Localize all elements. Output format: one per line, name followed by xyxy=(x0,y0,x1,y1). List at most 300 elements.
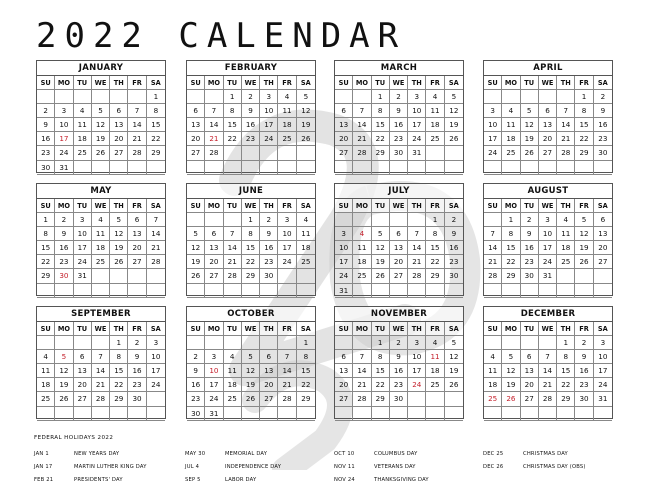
weekday-header: WE xyxy=(242,76,260,90)
weekday-header: WE xyxy=(539,199,557,213)
day-cell: 9 xyxy=(260,227,278,241)
weekday-header: TU xyxy=(521,199,539,213)
weekday-header: TU xyxy=(372,322,390,336)
holiday-day-cell: 21 xyxy=(205,132,223,146)
weekday-header: WE xyxy=(242,199,260,213)
day-cell: 13 xyxy=(187,118,205,132)
holiday-column xyxy=(483,451,586,477)
day-cell: 7 xyxy=(278,350,296,364)
month-may xyxy=(36,183,166,296)
day-cell: 23 xyxy=(37,146,55,160)
weekday-header: SA xyxy=(594,322,612,336)
weekday-header: WE xyxy=(242,322,260,336)
holiday-column xyxy=(334,451,429,490)
weekday-header: FR xyxy=(575,76,593,90)
day-cell: 29 xyxy=(37,269,55,283)
day-cell: 15 xyxy=(37,241,55,255)
day-cell: 8 xyxy=(575,104,593,118)
day-cell: 8 xyxy=(426,227,444,241)
day-cell: 15 xyxy=(297,364,315,378)
month-name: AUGUST xyxy=(484,184,612,199)
day-cell: 12 xyxy=(372,241,390,255)
day-cell: 13 xyxy=(128,227,146,241)
empty-day-cell xyxy=(408,213,426,227)
day-cell: 21 xyxy=(147,241,165,255)
day-cell: 5 xyxy=(242,350,260,364)
day-cell: 18 xyxy=(502,132,520,146)
day-cell: 15 xyxy=(224,118,242,132)
day-cell: 14 xyxy=(92,364,110,378)
empty-day-cell xyxy=(92,407,110,421)
day-cell: 19 xyxy=(110,241,128,255)
empty-day-cell xyxy=(353,336,371,350)
day-cell: 2 xyxy=(594,90,612,104)
day-cell: 18 xyxy=(557,241,575,255)
day-cell: 18 xyxy=(278,118,296,132)
day-cell: 1 xyxy=(502,213,520,227)
month-name: FEBRUARY xyxy=(187,61,315,76)
empty-day-cell xyxy=(521,336,539,350)
day-cell: 23 xyxy=(55,255,73,269)
empty-day-cell xyxy=(445,161,463,175)
day-cell: 23 xyxy=(390,378,408,392)
month-august xyxy=(483,183,613,296)
day-cell: 9 xyxy=(445,227,463,241)
day-cell: 5 xyxy=(445,90,463,104)
day-cell: 1 xyxy=(110,336,128,350)
empty-day-cell xyxy=(205,161,223,175)
empty-day-cell xyxy=(128,407,146,421)
empty-day-cell xyxy=(484,213,502,227)
day-cell: 16 xyxy=(575,364,593,378)
holiday-entry xyxy=(483,464,586,477)
day-cell: 22 xyxy=(147,132,165,146)
day-cell: 2 xyxy=(187,350,205,364)
day-cell: 21 xyxy=(484,255,502,269)
day-cell: 28 xyxy=(353,146,371,160)
empty-day-cell xyxy=(278,407,296,421)
day-cell: 12 xyxy=(242,364,260,378)
holiday-entry xyxy=(34,464,147,477)
day-cell: 19 xyxy=(502,378,520,392)
weekday-header: WE xyxy=(92,76,110,90)
day-cell: 19 xyxy=(92,132,110,146)
empty-day-cell xyxy=(557,90,575,104)
day-cell: 1 xyxy=(426,213,444,227)
weekday-header: MO xyxy=(502,322,520,336)
day-cell: 10 xyxy=(278,227,296,241)
day-cell: 14 xyxy=(224,241,242,255)
weekday-header: SU xyxy=(187,76,205,90)
day-cell: 30 xyxy=(594,146,612,160)
empty-day-cell xyxy=(74,407,92,421)
day-cell: 1 xyxy=(297,336,315,350)
day-cell: 23 xyxy=(445,255,463,269)
day-cell: 20 xyxy=(594,241,612,255)
weekday-header: SU xyxy=(187,199,205,213)
day-cell: 11 xyxy=(92,227,110,241)
day-cell: 26 xyxy=(297,132,315,146)
empty-day-cell xyxy=(335,90,353,104)
day-cell: 27 xyxy=(74,392,92,406)
day-cell: 16 xyxy=(445,241,463,255)
holiday-column xyxy=(34,451,147,490)
empty-day-cell xyxy=(260,407,278,421)
day-cell: 6 xyxy=(521,350,539,364)
day-cell: 26 xyxy=(575,255,593,269)
day-cell: 3 xyxy=(147,336,165,350)
month-march xyxy=(334,60,464,173)
weekday-header: MO xyxy=(502,199,520,213)
day-cell: 10 xyxy=(335,241,353,255)
day-cell: 4 xyxy=(484,350,502,364)
day-cell: 13 xyxy=(74,364,92,378)
holiday-entry xyxy=(483,451,586,464)
day-cell: 3 xyxy=(74,213,92,227)
day-cell: 17 xyxy=(74,241,92,255)
day-cell: 13 xyxy=(110,118,128,132)
weekday-header: SA xyxy=(445,76,463,90)
empty-day-cell xyxy=(147,407,165,421)
day-grid xyxy=(484,199,612,298)
day-cell: 22 xyxy=(557,378,575,392)
day-cell: 3 xyxy=(594,336,612,350)
day-cell: 24 xyxy=(74,255,92,269)
day-cell: 12 xyxy=(445,350,463,364)
month-april xyxy=(483,60,613,173)
day-cell: 24 xyxy=(147,378,165,392)
day-cell: 10 xyxy=(74,227,92,241)
day-cell: 12 xyxy=(445,104,463,118)
empty-day-cell xyxy=(445,284,463,298)
empty-day-cell xyxy=(92,269,110,283)
weekday-header: TH xyxy=(110,76,128,90)
empty-day-cell xyxy=(408,407,426,421)
day-cell: 18 xyxy=(37,378,55,392)
empty-day-cell xyxy=(278,269,296,283)
day-cell: 5 xyxy=(92,104,110,118)
day-cell: 7 xyxy=(539,350,557,364)
day-cell: 18 xyxy=(426,118,444,132)
empty-day-cell xyxy=(37,284,55,298)
holiday-entry xyxy=(185,464,281,477)
day-cell: 25 xyxy=(297,255,315,269)
empty-day-cell xyxy=(187,284,205,298)
day-cell: 2 xyxy=(575,336,593,350)
federal-holidays-heading: FEDERAL HOLIDAYS 2022 xyxy=(34,435,114,441)
holiday-entry xyxy=(334,451,429,464)
empty-day-cell xyxy=(187,90,205,104)
day-cell: 6 xyxy=(187,104,205,118)
day-cell: 23 xyxy=(521,255,539,269)
empty-day-cell xyxy=(335,336,353,350)
empty-day-cell xyxy=(539,407,557,421)
weekday-header: MO xyxy=(55,199,73,213)
empty-day-cell xyxy=(278,336,296,350)
day-cell: 6 xyxy=(205,227,223,241)
day-cell: 29 xyxy=(502,269,520,283)
day-cell: 10 xyxy=(147,350,165,364)
day-cell: 6 xyxy=(74,350,92,364)
day-cell: 28 xyxy=(353,392,371,406)
day-cell: 2 xyxy=(260,213,278,227)
day-cell: 29 xyxy=(575,146,593,160)
day-cell: 27 xyxy=(110,146,128,160)
day-cell: 3 xyxy=(278,213,296,227)
day-cell: 4 xyxy=(426,336,444,350)
day-cell: 29 xyxy=(372,392,390,406)
day-cell: 20 xyxy=(187,132,205,146)
day-cell: 5 xyxy=(110,213,128,227)
day-cell: 16 xyxy=(260,241,278,255)
day-cell: 24 xyxy=(278,255,296,269)
empty-day-cell xyxy=(594,161,612,175)
empty-day-cell xyxy=(92,161,110,175)
month-name: DECEMBER xyxy=(484,307,612,322)
day-cell: 16 xyxy=(594,118,612,132)
weekday-header: TH xyxy=(408,322,426,336)
day-cell: 20 xyxy=(205,255,223,269)
day-cell: 27 xyxy=(521,392,539,406)
day-cell: 18 xyxy=(224,378,242,392)
weekday-header: SA xyxy=(594,199,612,213)
empty-day-cell xyxy=(426,161,444,175)
day-cell: 10 xyxy=(539,227,557,241)
day-cell: 12 xyxy=(55,364,73,378)
weekday-header: SA xyxy=(147,322,165,336)
day-cell: 7 xyxy=(147,213,165,227)
day-cell: 22 xyxy=(372,378,390,392)
empty-day-cell xyxy=(353,161,371,175)
empty-day-cell xyxy=(205,336,223,350)
day-cell: 26 xyxy=(187,269,205,283)
empty-day-cell xyxy=(147,392,165,406)
day-cell: 14 xyxy=(128,118,146,132)
empty-day-cell xyxy=(408,392,426,406)
empty-day-cell xyxy=(484,90,502,104)
empty-day-cell xyxy=(242,336,260,350)
day-cell: 20 xyxy=(110,132,128,146)
holiday-date: SEP 5 xyxy=(185,477,201,483)
day-cell: 11 xyxy=(557,227,575,241)
day-cell: 21 xyxy=(408,255,426,269)
day-cell: 14 xyxy=(147,227,165,241)
weekday-header: TH xyxy=(408,199,426,213)
day-cell: 23 xyxy=(260,255,278,269)
day-cell: 24 xyxy=(594,378,612,392)
day-cell: 27 xyxy=(594,255,612,269)
day-cell: 22 xyxy=(224,132,242,146)
weekday-header: SA xyxy=(297,322,315,336)
empty-day-cell xyxy=(575,161,593,175)
day-cell: 6 xyxy=(594,213,612,227)
weekday-header: MO xyxy=(502,76,520,90)
empty-day-cell xyxy=(502,161,520,175)
day-cell: 24 xyxy=(539,255,557,269)
weekday-header: MO xyxy=(205,199,223,213)
day-cell: 14 xyxy=(353,118,371,132)
month-name: JANUARY xyxy=(37,61,165,76)
empty-day-cell xyxy=(557,161,575,175)
day-cell: 19 xyxy=(55,378,73,392)
empty-day-cell xyxy=(539,336,557,350)
day-cell: 11 xyxy=(224,364,242,378)
empty-day-cell xyxy=(372,213,390,227)
empty-day-cell xyxy=(92,284,110,298)
day-cell: 15 xyxy=(147,118,165,132)
day-cell: 10 xyxy=(260,104,278,118)
day-cell: 16 xyxy=(242,118,260,132)
empty-day-cell xyxy=(353,213,371,227)
holiday-entry xyxy=(334,477,429,490)
day-cell: 13 xyxy=(260,364,278,378)
day-cell: 26 xyxy=(110,255,128,269)
day-cell: 4 xyxy=(502,104,520,118)
empty-day-cell xyxy=(278,284,296,298)
day-cell: 2 xyxy=(55,213,73,227)
day-cell: 9 xyxy=(128,350,146,364)
day-cell: 27 xyxy=(260,392,278,406)
day-cell: 9 xyxy=(187,364,205,378)
empty-day-cell xyxy=(353,284,371,298)
day-cell: 19 xyxy=(445,118,463,132)
day-cell: 7 xyxy=(224,227,242,241)
day-cell: 2 xyxy=(390,336,408,350)
day-cell: 22 xyxy=(575,132,593,146)
holiday-name: LABOR DAY xyxy=(225,477,257,483)
weekday-header: TU xyxy=(74,322,92,336)
weekday-header: FR xyxy=(128,322,146,336)
month-name: OCTOBER xyxy=(187,307,315,322)
day-cell: 28 xyxy=(147,255,165,269)
empty-day-cell xyxy=(426,284,444,298)
day-cell: 19 xyxy=(372,255,390,269)
month-name: MAY xyxy=(37,184,165,199)
day-cell: 30 xyxy=(445,269,463,283)
day-cell: 28 xyxy=(484,269,502,283)
empty-day-cell xyxy=(521,90,539,104)
day-cell: 30 xyxy=(37,161,55,175)
day-cell: 14 xyxy=(557,118,575,132)
empty-day-cell xyxy=(594,269,612,283)
day-cell: 20 xyxy=(260,378,278,392)
holiday-day-cell: 30 xyxy=(55,269,73,283)
empty-day-cell xyxy=(426,407,444,421)
day-cell: 14 xyxy=(539,364,557,378)
day-cell: 23 xyxy=(242,132,260,146)
day-cell: 15 xyxy=(557,364,575,378)
month-september xyxy=(36,306,166,419)
day-cell: 6 xyxy=(260,350,278,364)
empty-day-cell xyxy=(110,407,128,421)
empty-day-cell xyxy=(224,284,242,298)
empty-day-cell xyxy=(224,407,242,421)
weekday-header: FR xyxy=(575,322,593,336)
empty-day-cell xyxy=(37,407,55,421)
empty-day-cell xyxy=(147,284,165,298)
empty-day-cell xyxy=(484,284,502,298)
weekday-header: MO xyxy=(353,199,371,213)
day-cell: 23 xyxy=(594,132,612,146)
holiday-day-cell: 10 xyxy=(205,364,223,378)
empty-day-cell xyxy=(37,336,55,350)
weekday-header: TU xyxy=(372,199,390,213)
weekday-header: WE xyxy=(390,76,408,90)
weekday-header: MO xyxy=(55,322,73,336)
day-cell: 18 xyxy=(92,241,110,255)
empty-day-cell xyxy=(539,90,557,104)
weekday-header: TU xyxy=(224,322,242,336)
month-november xyxy=(334,306,464,419)
day-cell: 6 xyxy=(110,104,128,118)
day-cell: 21 xyxy=(353,132,371,146)
day-cell: 16 xyxy=(37,132,55,146)
day-cell: 9 xyxy=(390,104,408,118)
day-cell: 24 xyxy=(260,132,278,146)
day-cell: 6 xyxy=(539,104,557,118)
weekday-header: FR xyxy=(426,76,444,90)
day-cell: 9 xyxy=(521,227,539,241)
day-cell: 29 xyxy=(426,269,444,283)
day-cell: 15 xyxy=(502,241,520,255)
day-cell: 4 xyxy=(74,104,92,118)
empty-day-cell xyxy=(92,90,110,104)
holiday-date: FEB 21 xyxy=(34,477,54,483)
day-cell: 19 xyxy=(575,241,593,255)
day-cell: 9 xyxy=(390,350,408,364)
empty-day-cell xyxy=(575,269,593,283)
weekday-header: TH xyxy=(260,199,278,213)
empty-day-cell xyxy=(372,161,390,175)
day-cell: 1 xyxy=(224,90,242,104)
day-cell: 27 xyxy=(335,392,353,406)
holiday-entry xyxy=(34,451,147,464)
empty-day-cell xyxy=(539,284,557,298)
holiday-name: VETERANS DAY xyxy=(374,464,416,470)
day-cell: 28 xyxy=(128,146,146,160)
empty-day-cell xyxy=(335,407,353,421)
empty-day-cell xyxy=(128,90,146,104)
day-cell: 18 xyxy=(297,241,315,255)
day-cell: 2 xyxy=(242,90,260,104)
day-cell: 7 xyxy=(484,227,502,241)
empty-day-cell xyxy=(278,146,296,160)
day-cell: 3 xyxy=(205,350,223,364)
day-cell: 17 xyxy=(484,132,502,146)
day-cell: 21 xyxy=(128,132,146,146)
day-cell: 4 xyxy=(37,350,55,364)
empty-day-cell xyxy=(484,161,502,175)
empty-day-cell xyxy=(224,213,242,227)
empty-day-cell xyxy=(224,146,242,160)
empty-day-cell xyxy=(426,146,444,160)
day-cell: 27 xyxy=(205,269,223,283)
day-cell: 11 xyxy=(278,104,296,118)
day-cell: 26 xyxy=(242,392,260,406)
day-cell: 16 xyxy=(521,241,539,255)
day-cell: 12 xyxy=(521,118,539,132)
empty-day-cell xyxy=(408,161,426,175)
day-cell: 14 xyxy=(408,241,426,255)
day-cell: 17 xyxy=(408,118,426,132)
empty-day-cell xyxy=(390,407,408,421)
day-cell: 24 xyxy=(205,392,223,406)
day-cell: 25 xyxy=(92,255,110,269)
day-cell: 22 xyxy=(110,378,128,392)
day-cell: 5 xyxy=(445,336,463,350)
day-cell: 25 xyxy=(224,392,242,406)
holiday-day-cell: 4 xyxy=(353,227,371,241)
